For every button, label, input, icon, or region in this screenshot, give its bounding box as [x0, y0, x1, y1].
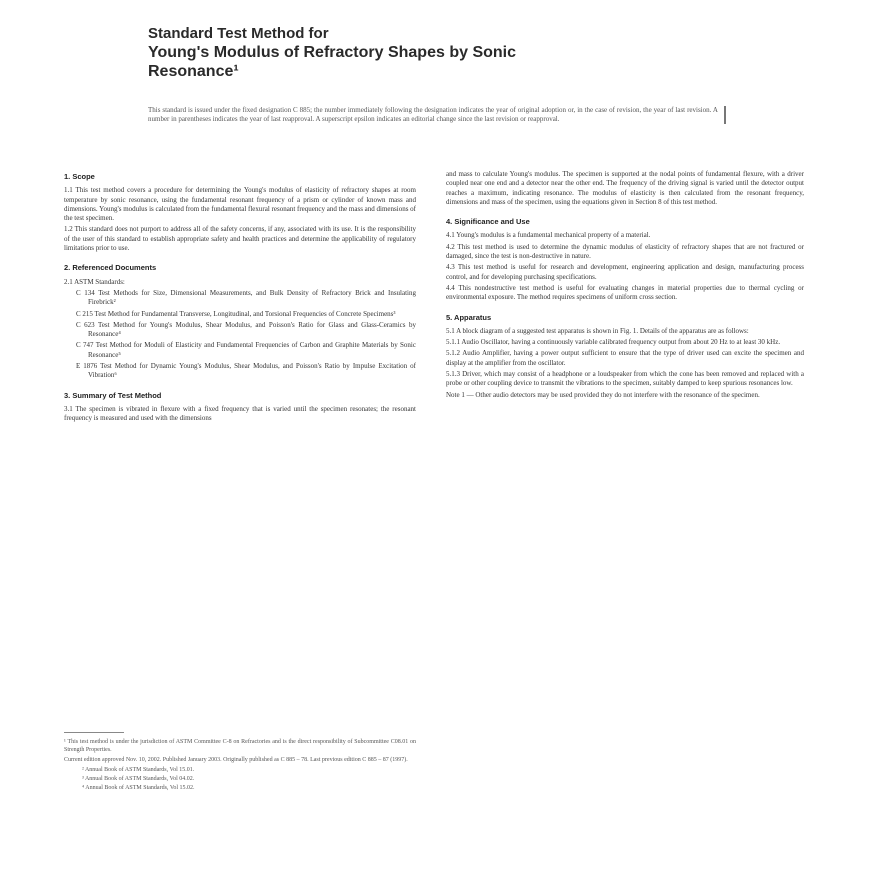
paragraph: 5.1 A block diagram of a suggested test apparatus is shown in Fig. 1. Details of the apparatus are as follows:: [446, 326, 749, 335]
reference-item: C 747 Test Method for Moduli of Elasticity and Fundamental Frequencies of Carbon and Graphite Materials by Sonic Resonance⁵: [76, 341, 416, 359]
left-column: [64, 172, 416, 434]
right-column: [446, 170, 804, 410]
paragraph: 5.1.1 Audio Oscillator, having a continuously variable calibrated frequency output from about 20 Hz to at least 30 kHz.: [446, 338, 781, 347]
section-apparatus: [446, 313, 804, 400]
paragraph: 5.1.2 Audio Amplifier, having a power output sufficient to ensure that the type of driver used can excite the specimen and display at the amplifier from the oscillator.: [446, 349, 804, 367]
section-referenced-documents: [64, 263, 416, 380]
section-heading: 3. Summary of Test Method: [64, 390, 162, 400]
footnote: ² Annual Book of ASTM Standards, Vol 15.01.: [82, 767, 195, 773]
reference-item: C 134 Test Methods for Size, Dimensional Measurements, and Bulk Density of Refractory Brick and Insulating Firebrick²: [76, 288, 416, 307]
section-heading: 1. Scope: [64, 172, 95, 181]
paragraph: 4.4 This nondestructive test method is useful for evaluating changes in material properties due to thermal cycling or environmental exposure. The method requires specimens of uniform cross section.: [446, 283, 804, 302]
section-heading: 4. Significance and Use: [446, 217, 530, 227]
paragraph: and mass to calculate Young's modulus. The specimen is supported at the nodal points of fundamental flexure, with a driver coupled near one end and a detector near the other end. The frequency of the driving signal is varied until the detector output reaches a maximum, indicating resonance. The modulus of elasticity is then calculated from the resonant frequency, dimensions and mass of the specimen, using the equations given in Section 8 of this test method.: [446, 170, 804, 206]
footnotes: [64, 732, 416, 793]
paragraph: 1.2 This standard does not purport to address all of the safety concerns, if any, associated with its use. It is the responsibility of the user of this standard to establish appropriate safety and health practices and determine the applicability of regulatory limitations prior to use.: [64, 225, 416, 253]
paragraph: 5.1.3 Driver, which may consist of a headphone or a loudspeaker from which the cone has been removed and replaced with a probe or other coupling device to transmit the vibrations to the specimen, suitably damped to keep spurious resonances low.: [446, 370, 804, 388]
section-scope: [64, 172, 416, 253]
footnote: ¹ This test method is under the jurisdiction of ASTM Committee C-8 on Refractories and is the direct responsibility of Subcommittee C08.01 on Strength Properties.: [64, 739, 416, 753]
abstract: This standard is issued under the fixed designation C 885; the number immediately following the designation indicates the year of original adoption or, in the case of revision, the year of last revision. A number in parentheses indicates the year of last reapproval. A superscript epsilon indicates an editorial change since the last revision or reapproval.: [148, 106, 726, 124]
footnote: ³ Annual Book of ASTM Standards, Vol 04.02.: [82, 776, 195, 782]
paragraph: 4.3 This test method is useful for research and development, engineering application and design, manufacturing process control, and for developing purchasing specifications.: [446, 263, 804, 281]
reference-item: C 623 Test Method for Young's Modulus, Shear Modulus, and Poisson's Ratio for Glass and Glass-Ceramics by Resonance⁴: [76, 320, 416, 339]
paragraph: 4.2 This test method is used to determine the dynamic modulus of elasticity of refractory shapes that are not fractured or damaged, since the test is non-destructive in nature.: [446, 242, 804, 261]
title-line: Resonance¹: [148, 63, 239, 80]
section-heading: 2. Referenced Documents: [64, 263, 157, 273]
section-significance: [446, 217, 804, 302]
title-line: Young's Modulus of Refractory Shapes by Sonic: [148, 44, 516, 61]
section-heading: 5. Apparatus: [446, 312, 492, 322]
paragraph: 1.1 This test method covers a procedure for determining the Young's modulus of elasticity of refractory shapes at room temperature by sonic resonance, using the fundamental resonant frequency of a prism or cylinder of known mass and dimensions. Young's modulus is calculated from the fundamental flexural resonant frequency and the mass and dimensions of the test specimen.: [64, 186, 416, 223]
reference-item: C 215 Test Method for Fundamental Transverse, Longitudinal, and Torsional Frequencies of Concrete Specimens³: [76, 309, 396, 318]
paragraph: 2.1 ASTM Standards:: [64, 277, 125, 286]
footnote: ⁴ Annual Book of ASTM Standards, Vol 15.02.: [82, 785, 195, 791]
reference-item: E 1876 Test Method for Dynamic Young's Modulus, Shear Modulus, and Poisson's Ratio by Impulse Excitation of Vibration⁶: [76, 362, 416, 380]
section-continuation: [446, 170, 804, 207]
section-summary: [64, 391, 416, 424]
document-title: [148, 24, 708, 81]
paragraph: 4.1 Young's modulus is a fundamental mechanical property of a material.: [446, 231, 651, 240]
note: Note 1 — Other audio detectors may be used provided they do not interfere with the resonance of the specimen.: [446, 390, 760, 399]
footnote-divider: [64, 732, 124, 733]
footnote: Current edition approved Nov. 10, 2002. Published January 2003. Originally published as C 885 – 78. Last previous edition C 885 – 87 (1997).: [64, 757, 408, 763]
paragraph: 3.1 The specimen is vibrated in flexure with a fixed frequency that is varied until the specimen resonates; the resonant frequency is measured and used with the dimensions: [64, 404, 416, 423]
title-line: Standard Test Method for: [148, 25, 329, 42]
